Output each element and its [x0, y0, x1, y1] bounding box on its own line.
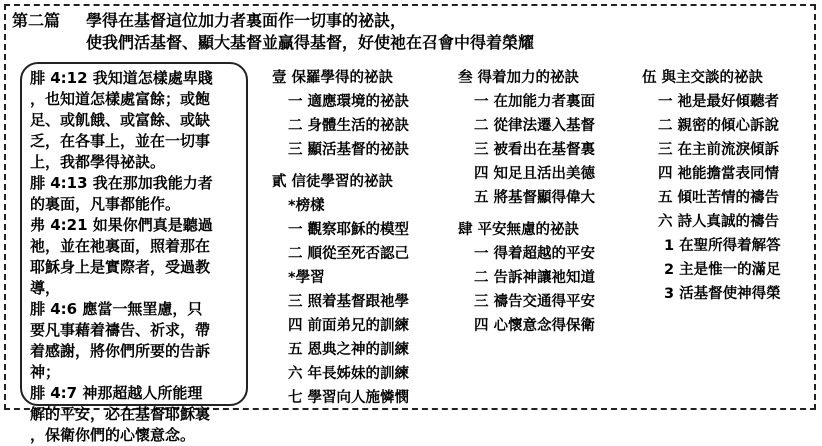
outline-column-3 — [642, 66, 781, 306]
outline-subheading: *學習 — [288, 270, 325, 286]
section-heading: 貳 信徒學習的祕訣 — [272, 174, 394, 190]
outline-subitem: 3 活基督使神得榮 — [664, 286, 781, 302]
outline-item: 二 親密的傾心訴說 — [658, 118, 780, 134]
section-heading: 叁 得着加力的祕訣 — [458, 70, 580, 86]
outline-subitem: 2 主是惟一的滿足 — [664, 262, 781, 278]
outline-item: 五 恩典之神的訓練 — [288, 342, 410, 358]
outline-item: 七 學習向人施憐憫 — [288, 390, 410, 406]
scripture-verses-box — [20, 62, 248, 444]
verse-line: 腓 4:6 應當一無罣慮，只 — [30, 300, 203, 318]
outline-item: 四 知足且活出美德 — [474, 166, 596, 182]
outline-item: 三 禱告交通得平安 — [474, 294, 596, 310]
outline-item: 三 照着基督跟祂學 — [288, 294, 410, 310]
outline-item: 二 身體生活的祕訣 — [288, 118, 410, 134]
verse-line: 弗 4:21 如果你們真是聽過 — [30, 216, 213, 234]
verse-line: 要凡事藉着禱告、祈求，帶 — [30, 321, 211, 339]
verse-line: 腓 4:12 我知道怎樣處卑賤 — [30, 69, 213, 87]
outline-item: 一 祂是最好傾聽者 — [658, 94, 780, 110]
verse-line: 着感謝，將你們所要的告訴 — [30, 342, 211, 360]
section-heading: 壹 保羅學得的祕訣 — [272, 70, 394, 86]
outline-item: 二 告訴神讓祂知道 — [474, 270, 596, 286]
verse-line: 祂，並在祂裏面，照着那在 — [30, 237, 211, 255]
section-heading: 伍 與主交談的祕訣 — [642, 70, 764, 86]
verse-line: ，保衛你們的心懷意念。 — [30, 426, 196, 444]
outline-item: 一 觀察耶穌的模型 — [288, 222, 410, 238]
outline-item: 一 在加能力者裏面 — [474, 94, 596, 110]
verse-line: 神； — [30, 363, 61, 381]
chapter-label: 第二篇 — [12, 11, 61, 30]
section-heading: 肆 平安無慮的祕訣 — [458, 222, 580, 238]
verse-line: 的裏面，凡事都能作。 — [30, 195, 181, 213]
outline-item: 五 傾吐苦情的禱告 — [658, 190, 780, 206]
outline-item: 三 在主前流淚傾訴 — [658, 142, 780, 158]
outline-item: 三 被看出在基督裏 — [474, 142, 596, 158]
outline-item: 五 將基督顯得偉大 — [474, 190, 596, 206]
outline-item: 三 顯活基督的祕訣 — [288, 142, 410, 158]
chapter-title-line-1: 學得在基督這位加力者裏面作一切事的祕訣， — [86, 11, 407, 30]
verse-line: 上，我都學得祕訣。 — [30, 153, 166, 171]
chapter-title-line-2: 使我們活基督、顯大基督並贏得基督，好使祂在召會中得着榮耀 — [86, 33, 535, 52]
outline-subheading: *榜樣 — [288, 198, 325, 214]
outline-item: 六 詩人真誠的禱告 — [658, 214, 780, 230]
verse-line: 乏，在各事上，並在一切事 — [30, 132, 211, 150]
verse-line: 耶穌身上是實際者，受過教 — [30, 258, 211, 276]
verse-line: 導， — [30, 279, 61, 297]
outline-item: 四 祂能擔當表同情 — [658, 166, 780, 182]
verse-line: 解的平安，必在基督耶穌裏 — [30, 405, 211, 423]
verse-line: 腓 4:13 我在那加我能力者 — [30, 174, 213, 192]
outline-column-2 — [458, 66, 595, 338]
verse-line: 足、或飢餓、或富餘、或缺 — [30, 111, 211, 129]
outline-item: 四 前面弟兄的訓練 — [288, 318, 410, 334]
verse-line: 腓 4:7 神那超越人所能理 — [30, 384, 203, 402]
outline-item: 一 得着超越的平安 — [474, 246, 596, 262]
outline-subitem: 1 在聖所得着解答 — [664, 238, 781, 254]
outline-item: 二 順從至死否認己 — [288, 246, 410, 262]
outline-column-1 — [272, 66, 409, 410]
outline-item: 一 適應環境的祕訣 — [288, 94, 410, 110]
verse-line: ，也知道怎樣處富餘；或飽 — [30, 90, 211, 108]
outline-item: 六 年長姊妹的訓練 — [288, 366, 410, 382]
outline-item: 四 心懷意念得保衛 — [474, 318, 596, 334]
outline-item: 二 從律法遷入基督 — [474, 118, 596, 134]
